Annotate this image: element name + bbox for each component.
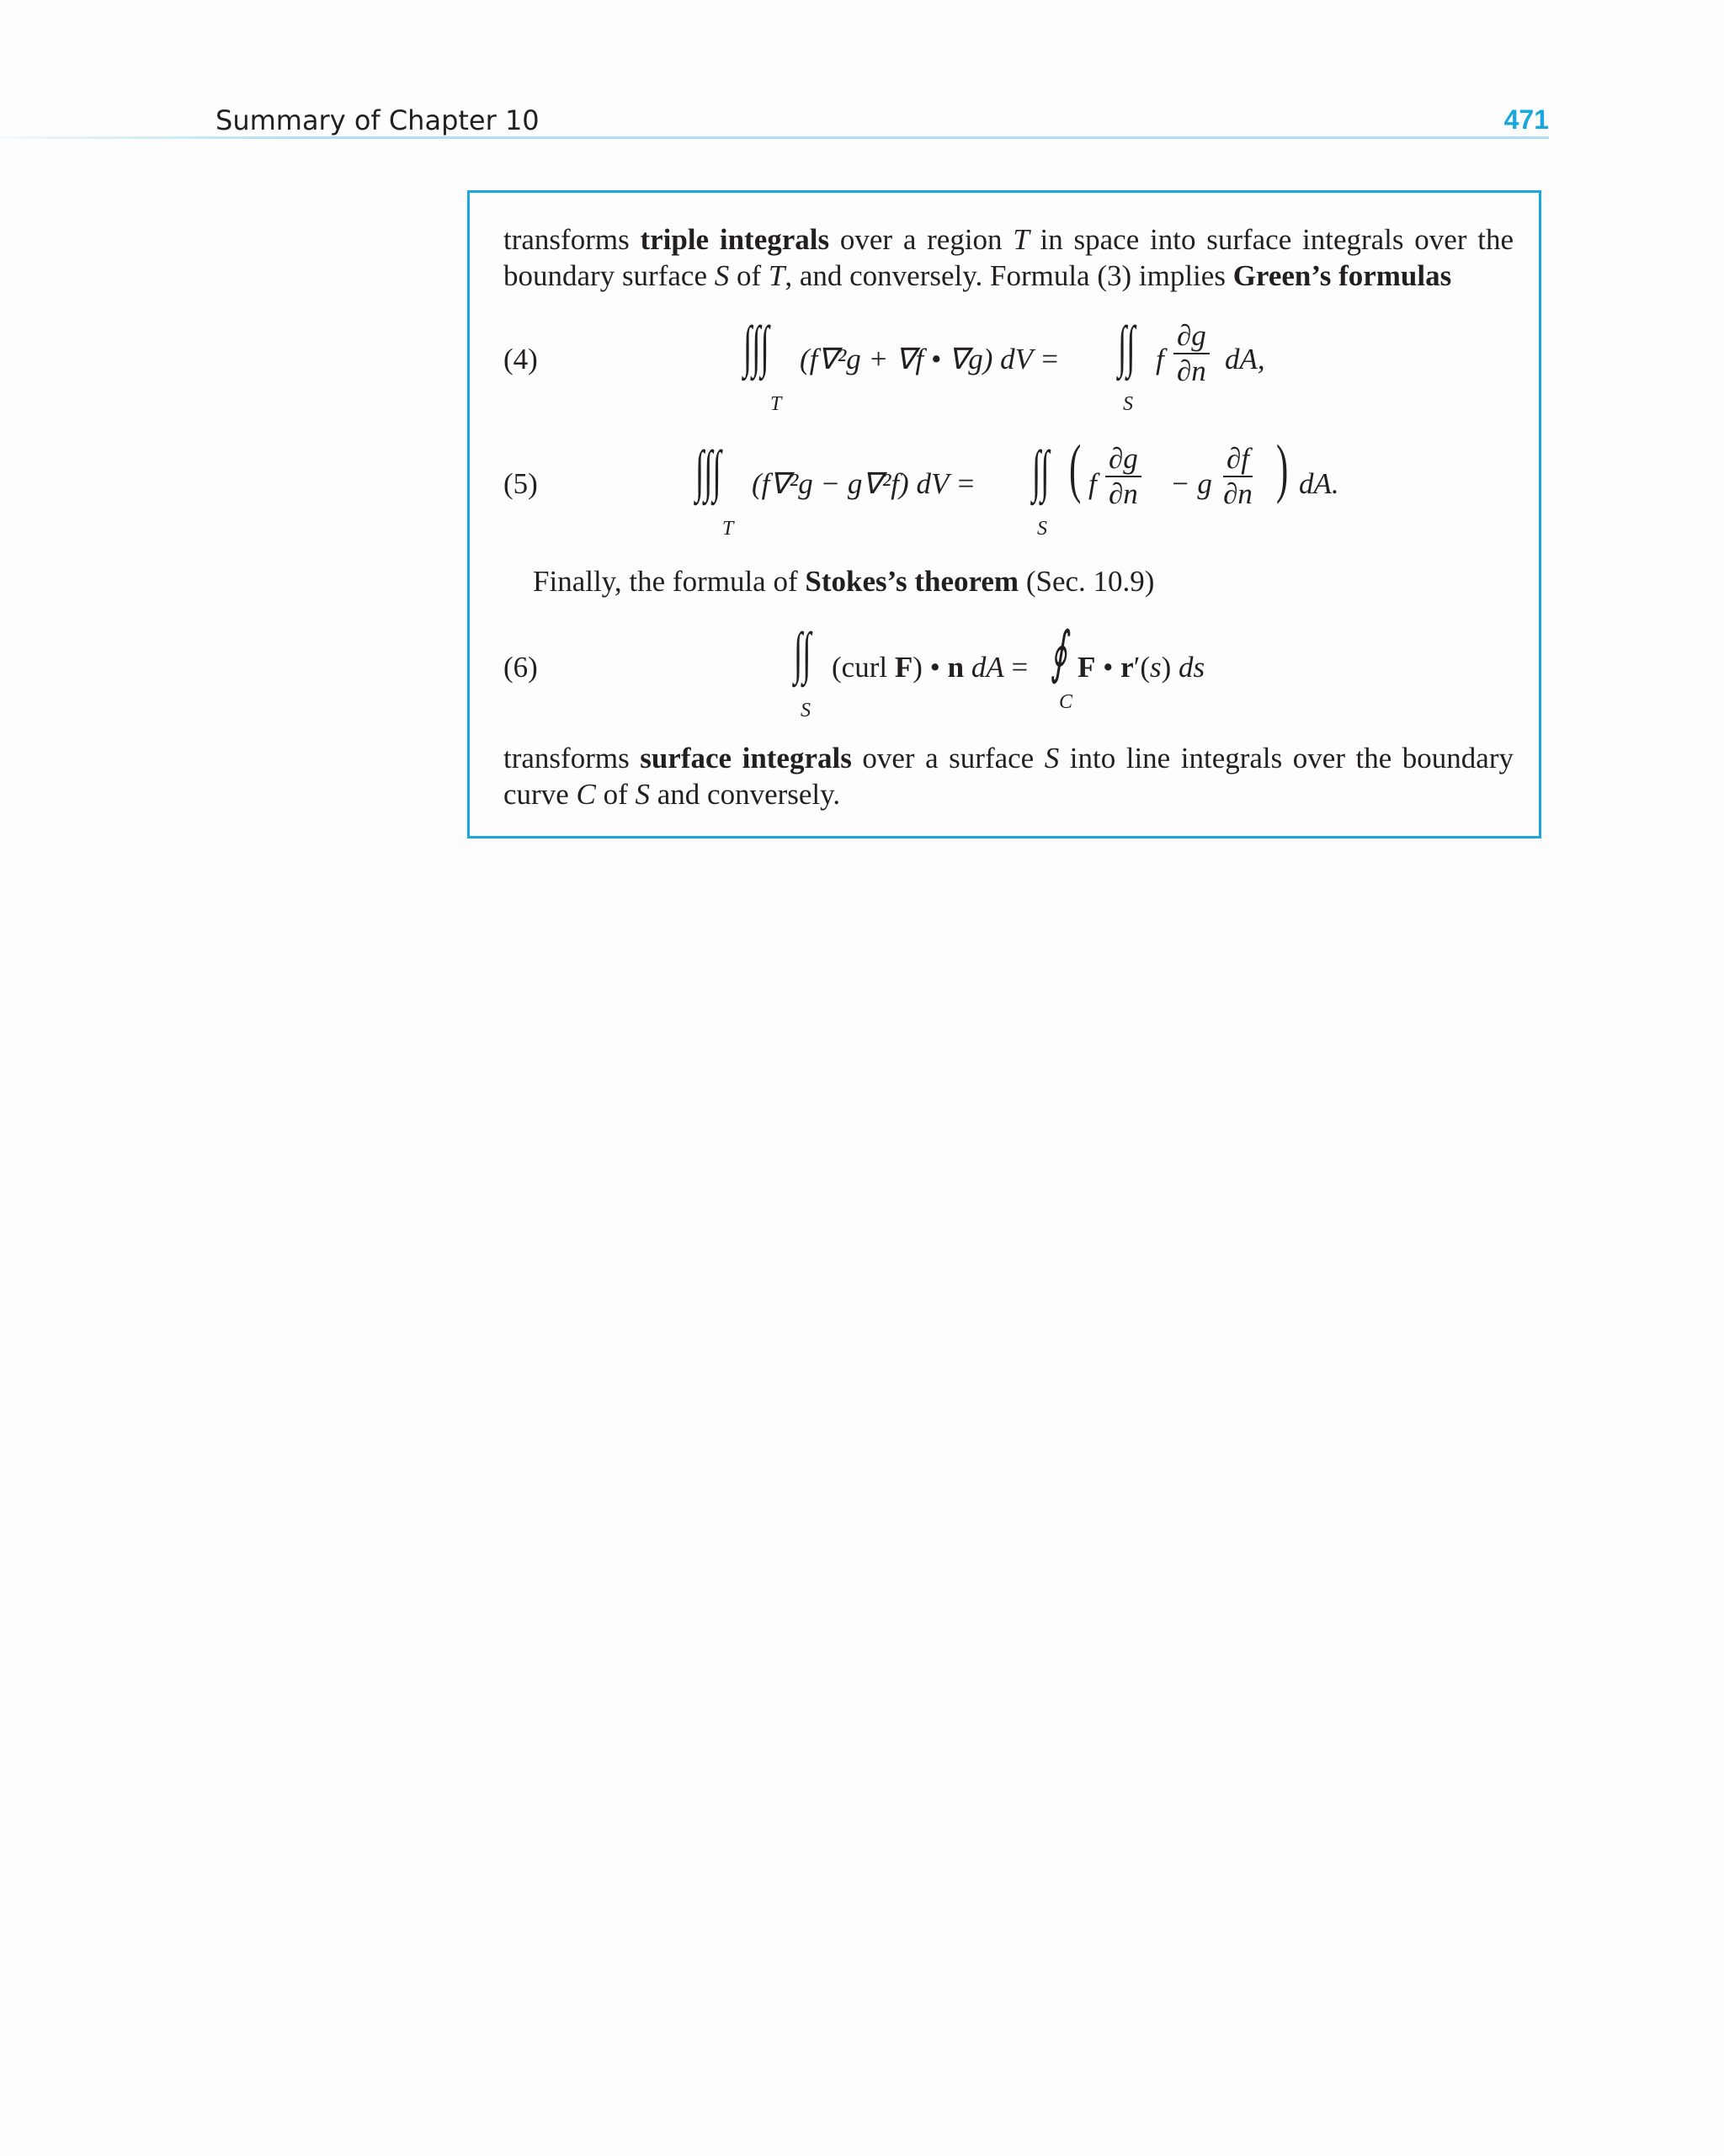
equation-5-lhs [752, 467, 976, 501]
equation-5-rhs-f-text: f [1088, 467, 1097, 500]
double-integral-symbol: ∫∫ [1118, 314, 1136, 378]
triple-integral-symbol: ∫∫∫ [743, 314, 769, 378]
equation-4-rhs-tail-text: dA, [1225, 343, 1265, 375]
equation-5-rhs-tail-text: dA. [1299, 467, 1339, 500]
equation-5-lhs-text: (f∇²g − g∇²f) dV = [752, 467, 976, 500]
equation-4-lhs-limit: T [770, 393, 782, 415]
double-integral-symbol: ∫∫ [794, 620, 811, 684]
equation-5-fraction-1-denominator: ∂n [1109, 477, 1138, 510]
header-rule [0, 136, 1549, 139]
equation-5-fraction-2-denominator: ∂n [1223, 477, 1253, 510]
paragraph-stokes-intro-line: Finally, the formula of Stokes’s theorem (Sec. 10.9) [533, 565, 1155, 598]
equation-5-lhs-limit: T [722, 518, 734, 540]
right-paren: ) [1276, 431, 1289, 504]
equation-6-number: (6) [503, 651, 538, 684]
paragraph-conclusion [503, 740, 1514, 812]
equation-5-number: (5) [503, 467, 538, 500]
paragraph-intro-line-2: boundary surface S of T, and conversely. Formula (3) implies Green’s formulas [503, 259, 1452, 292]
equation-4-fraction-numerator: ∂g [1173, 319, 1210, 354]
page-number: 471 [1503, 104, 1549, 135]
equation-6-lhs: (curl F) • n dA = [832, 651, 1029, 684]
equation-4-lhs [800, 343, 1060, 376]
equation-4-rhs-limit: S [1123, 393, 1133, 415]
equation-6-rhs: F • r′(s) ds [1078, 651, 1205, 684]
triple-integral-symbol: ∫∫∫ [695, 439, 721, 503]
equation-4-fraction-denominator: ∂n [1177, 354, 1206, 387]
equation-4-rhs-f [1156, 343, 1164, 376]
double-integral-symbol: ∫∫ [1032, 439, 1050, 503]
equation-4-fraction [1173, 319, 1210, 388]
equation-6-lhs-limit: S [801, 700, 811, 721]
equation-5-fraction-2 [1223, 442, 1253, 511]
equation-5-rhs-limit: S [1037, 518, 1047, 540]
equation-5-fraction-1-numerator: ∂g [1105, 442, 1141, 477]
paragraph-intro [503, 221, 1514, 294]
equation-5-fraction-1 [1105, 442, 1141, 511]
paragraph-conclusion-line-1: transforms surface integrals over a surface S into line integrals over the boundary [503, 742, 1514, 775]
equation-4-number: (4) [503, 343, 538, 375]
chapter-title: Summary of Chapter 10 [216, 104, 540, 136]
summary-box [467, 190, 1541, 838]
paragraph-intro-line-1: transforms triple integrals over a region T in space into surface integrals over the [503, 223, 1514, 256]
equation-5-rhs-f [1088, 467, 1097, 501]
contour-integral-symbol: ∮ [1051, 620, 1067, 684]
equation-4-rhs-f-text: f [1156, 343, 1164, 375]
equation-5-fraction-2-numerator: ∂f [1223, 442, 1253, 477]
equation-5-rhs-tail [1299, 467, 1339, 501]
left-paren: ( [1069, 431, 1082, 504]
equation-4-rhs-tail [1225, 343, 1265, 376]
paragraph-stokes-intro [533, 563, 1543, 599]
equation-4-lhs-text: (f∇²g + ∇f • ∇g) dV = [800, 343, 1060, 375]
equation-5-minus-g-text: − g [1170, 467, 1212, 500]
paragraph-conclusion-line-2: curve C of S and conversely. [503, 778, 841, 811]
equation-5-minus-g [1170, 467, 1212, 501]
equation-6-rhs-limit: C [1059, 691, 1073, 713]
